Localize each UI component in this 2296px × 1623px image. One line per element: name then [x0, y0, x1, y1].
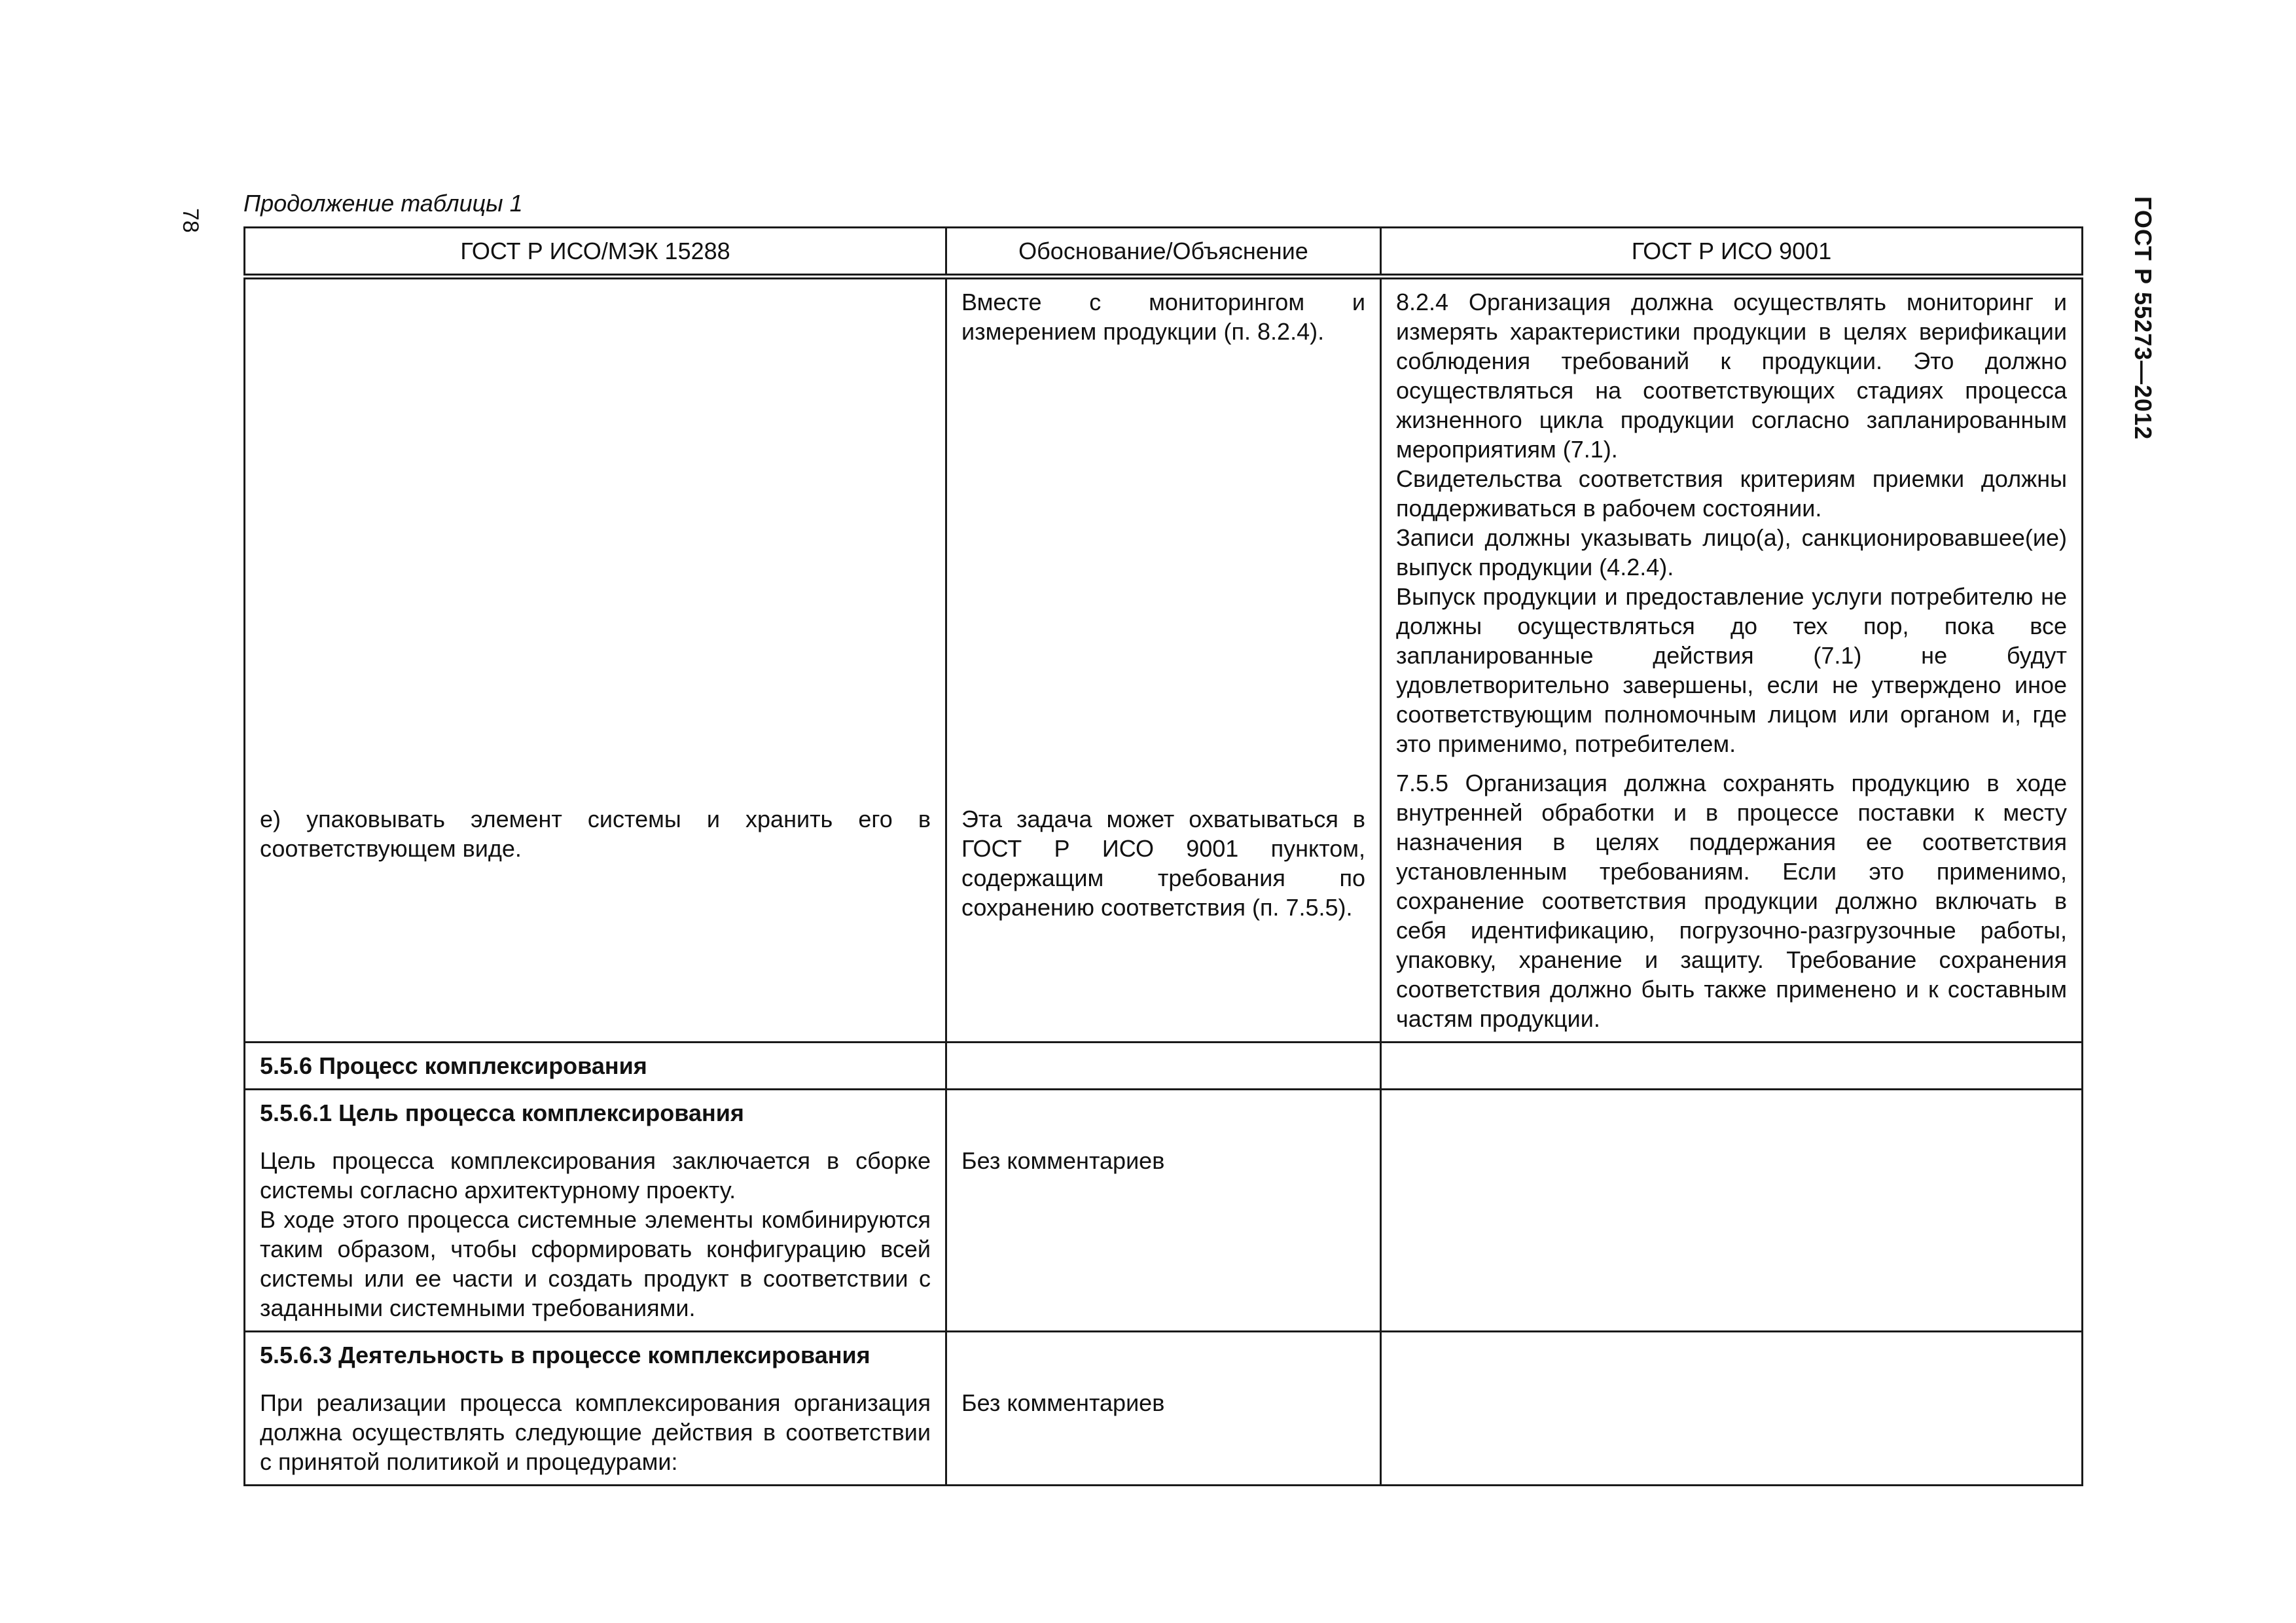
column-header-explanation: Обоснование/Объяснение — [946, 228, 1381, 277]
table-row — [245, 1043, 2083, 1090]
clause-7-5-5: 7.5.5 Организация должна сохранять продукцию в ходе внутренней обработки и в процессе поставки к месту назначения в целях поддержания ее соответствия установленным требованиям. Если это применимо, сохранение соответствия продукции должно включать в себя идентификацию, погрузочно-разгрузочные работы, упаковку, хранение и защиту. Требование сохранения соответствия должно быть также применено и к составным частям продукции. — [1396, 770, 2067, 1032]
cell-explanation — [946, 1332, 1381, 1486]
table-header-row — [245, 228, 2083, 277]
no-comments-text: Без комментариев — [961, 1147, 1165, 1174]
clause-8-2-4: 8.2.4 Организация должна осуществлять мониторинг и измерять характеристики продукции в целях верификации соблюдения требований к продукции. Это должно осуществляться на соответствующих стадиях процесса жизненного цикла продукции согласно запланированным мероприятиям (7.1). — [1396, 289, 2067, 463]
cell-9001 — [1381, 277, 2083, 1043]
standard-code-text: ГОСТ Р 55273—2012 — [2130, 196, 2157, 440]
cell-9001 — [1381, 1090, 2083, 1332]
explanation-text: Вместе с мониторингом и измерением продукции (п. 8.2.4). — [961, 289, 1365, 345]
no-comments-text: Без комментариев — [961, 1389, 1165, 1416]
cell-15288 — [245, 1043, 946, 1090]
item-e-text: е) упаковывать элемент системы и хранить его в соответствующем виде. — [260, 806, 931, 862]
cell-explanation — [946, 1043, 1381, 1090]
subsection-heading: 5.5.6.3 Деятельность в процессе комплексирования — [260, 1342, 870, 1368]
comparison-table — [243, 226, 2083, 1486]
table-row — [245, 1332, 2083, 1486]
clause-acceptance: Свидетельства соответствия критериям приемки должны поддерживаться в рабочем состоянии. — [1396, 465, 2067, 522]
clause-records: Записи должны указывать лицо(а), санкционировавшее(ие) выпуск продукции (4.2.4). — [1396, 524, 2067, 580]
cell-9001 — [1381, 1332, 2083, 1486]
cell-15288 — [245, 1332, 946, 1486]
page-number-text: 78 — [178, 208, 203, 233]
table-row — [245, 277, 2083, 1043]
section-heading: 5.5.6 Процесс комплексирования — [260, 1052, 647, 1079]
clause-release: Выпуск продукции и предоставление услуги потребителю не должны осуществляться до тех пор, пока все запланированные действия (7.1) не будут удовлетворительно завершены, если не утверждено иное соответствующим полномочным лицом или органом и, где это применимо, потребителем. — [1396, 583, 2067, 757]
cell-15288 — [245, 277, 946, 1043]
cell-explanation — [946, 1090, 1381, 1332]
cell-9001 — [1381, 1043, 2083, 1090]
purpose-text-2: В ходе этого процесса системные элементы комбинируются таким образом, чтобы сформировать конфигурацию всей системы или ее части и создать продукт в соответствии с заданными системными требованиями. — [260, 1206, 931, 1321]
column-header-15288: ГОСТ Р ИСО/МЭК 15288 — [245, 228, 946, 277]
activities-text: При реализации процесса комплексирования организация должна осуществлять следующие действия в соответствии с принятой политикой и процедурами: — [260, 1389, 931, 1475]
explanation-e-text: Эта задача может охватываться в ГОСТ Р ИСО 9001 пунктом, содержащим требования по сохранению соответствия (п. 7.5.5). — [961, 806, 1365, 921]
column-header-9001: ГОСТ Р ИСО 9001 — [1381, 228, 2083, 277]
subsection-heading: 5.5.6.1 Цель процесса комплексирования — [260, 1099, 744, 1126]
purpose-text: Цель процесса комплексирования заключается в сборке системы согласно архитектурному проекту. — [260, 1147, 931, 1204]
table-caption: Продолжение таблицы 1 — [243, 190, 523, 217]
cell-explanation — [946, 277, 1381, 1043]
cell-15288 — [245, 1090, 946, 1332]
table-row — [245, 1090, 2083, 1332]
